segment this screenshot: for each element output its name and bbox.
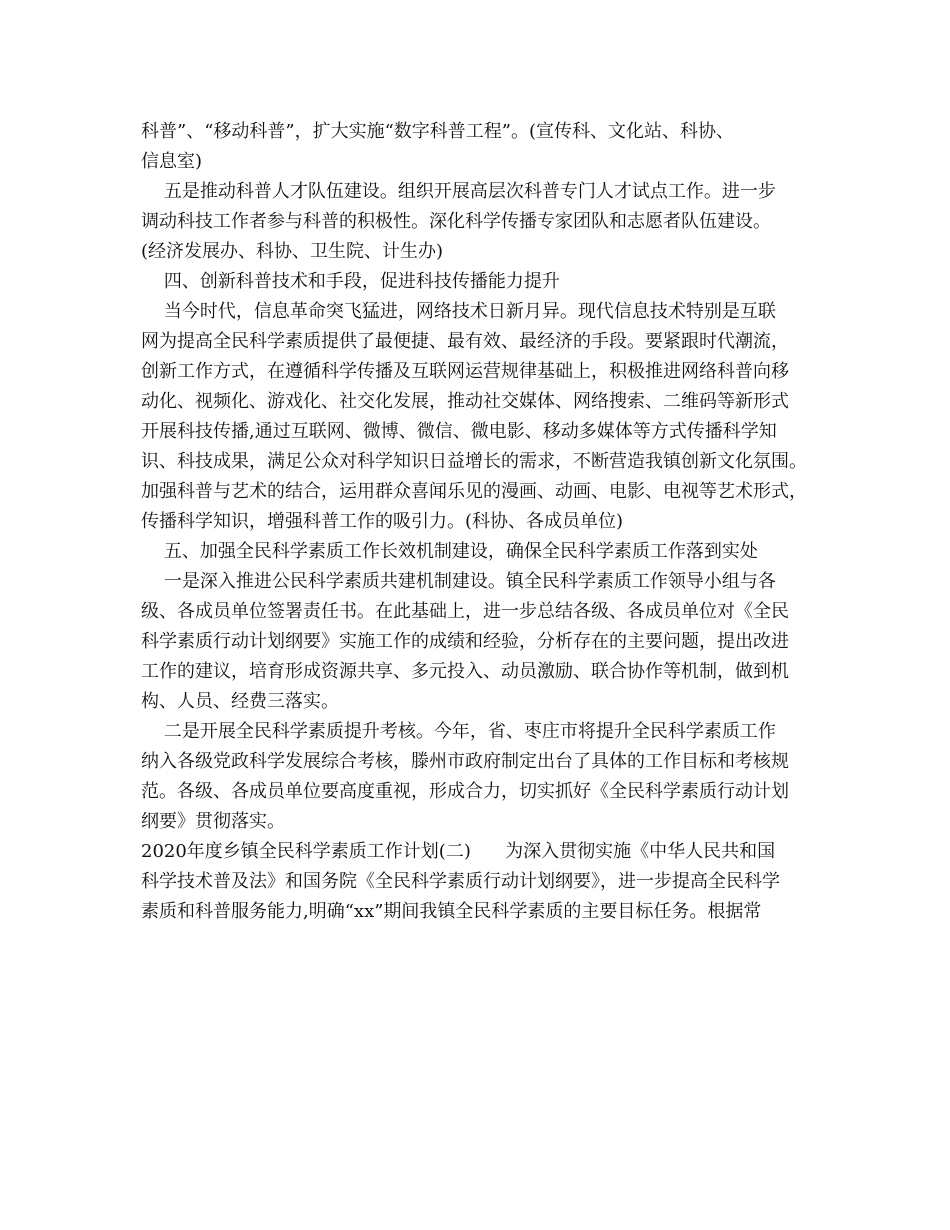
text-line: 信息室) [141,151,203,172]
text-line: 科学素质行动计划纲要》实施工作的成绩和经验，分析存在的主要问题，提出改进 [141,631,789,652]
text-line: 开展科技传播,通过互联网、微博、微信、微电影、移动多媒体等方式传播科学知 [141,421,777,442]
text-line: 纳入各级党政科学发展综合考核，滕州市政府制定出台了具体的工作目标和考核规 [141,751,789,772]
text-line: 当今时代，信息革命突飞猛进，网络技术日新月异。现代信息技术特别是互联 [141,301,776,322]
section-heading: 五、加强全民科学素质工作长效机制建设，确保全民科学素质工作落到实处 [141,541,758,562]
text-line: 工作的建议，培育形成资源共享、多元投入、动员激励、联合协作等机制，做到机 [141,661,789,682]
text-line: 识、科技成果，满足公众对科学知识日益增长的需求，不断营造我镇创新文化氛围。 [141,451,807,472]
text-line: 调动科技工作者参与科普的积极性。深化科学传播专家团队和志愿者队伍建设。 [141,211,771,232]
text-line: 传播科学知识，增强科普工作的吸引力。(科协、各成员单位) [141,511,624,532]
text-line: 加强科普与艺术的结合，运用群众喜闻乐见的漫画、动画、电影、电视等艺术形式， [141,481,807,502]
text-line: 素质和科普服务能力,明确“xx”期间我镇全民科学素质的主要目标任务。根据常 [141,901,762,922]
text-line: 网为提高全民科学素质提供了最便捷、最有效、最经济的手段。要紧跟时代潮流， [141,331,789,352]
text-line: 一是深入推进公民科学素质共建机制建设。镇全民科学素质工作领导小组与各 [141,571,776,592]
text-line: 纲要》贯彻落实。 [141,811,285,832]
text-line: 科学技术普及法》和国务院《全民科学素质行动计划纲要》，进一步提高全民科学 [141,871,780,892]
document-title-line: 2020年度乡镇全民科学素质工作计划(二) 为深入贯彻实施《中华人民共和国 [141,841,776,862]
text-line: 科普”、“移动科普”，扩大实施“数字科普工程”。(宣传科、文化站、科协、 [141,121,735,142]
text-line: 构、人员、经费三落实。 [141,691,339,712]
section-heading: 四、创新科普技术和手段，促进科技传播能力提升 [141,271,560,292]
text-line: (经济发展办、科协、卫生院、计生办) [141,241,444,262]
text-line: 二是开展全民科学素质提升考核。今年，省、枣庄市将提升全民科学素质工作 [141,721,776,742]
document-body [141,117,831,927]
text-line: 范。各级、各成员单位要高度重视，形成合力，切实抓好《全民科学素质行动计划 [141,781,789,802]
text-line: 五是推动科普人才队伍建设。组织开展高层次科普专门人才试点工作。进一步 [141,181,776,202]
text-line: 创新工作方式，在遵循科学传播及互联网运营规律基础上，积极推进网络科普向移 [141,361,789,382]
text-line: 级、各成员单位签署责任书。在此基础上，进一步总结各级、各成员单位对《全民 [141,601,789,622]
text-line: 动化、视频化、游戏化、社交化发展，推动社交媒体、网络搜索、二维码等新形式 [141,391,789,412]
